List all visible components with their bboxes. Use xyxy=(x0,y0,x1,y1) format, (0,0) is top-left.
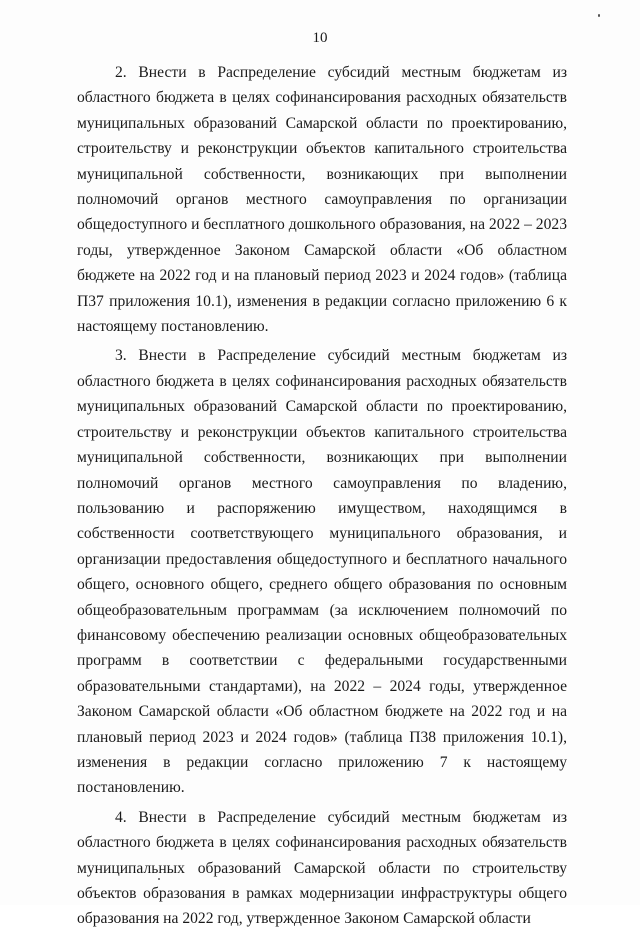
scan-speck xyxy=(598,14,600,17)
paragraph-2: 2. Внести в Распределение субсидий местным бюджетам из областного бюджета в целях софинансирования расходных обязательств муниципальных образований Самарской области по проектированию, строительству и реконструкции объектов капитального строительства муниципальной собственности, возникающих при выполнении полномочий органов местного самоуправления по организации общедоступного и бесплатного дошкольного образования, на 2022 – 2023 годы, утвержденное Законом Самарской области «Об областном бюджете на 2022 год и на плановый период 2023 и 2024 годов» (таблица П37 приложения 10.1), изменения в редакции согласно приложению 6 к настоящему постановлению. xyxy=(77,64,567,336)
page-number: 10 xyxy=(312,30,328,46)
paragraph-4: 4. Внести в Распределение субсидий местным бюджетам из областного бюджета в целях софинансирования расходных обязательств муниципальных образований Самарской области по строительству объектов образования в рамках модернизации инфраструктуры общего образования на 2022 год, утвержденное Законом Самарской области xyxy=(77,808,567,928)
paragraph-3: 3. Внести в Распределение субсидий местным бюджетам из областного бюджета в целях софинансирования расходных обязательств муниципальных образований Самарской области по проектированию, строительству и реконструкции объектов капитального строительства муниципальной собственности, возникающих при выполнении полномочий органов местного самоуправления по владению, пользованию и распоряжению имуществом, находящимся в собственности соответствующего муниципального образования, и организации предоставления общедоступного и бесплатного начального общего, основного общего, среднего общего образования по основным общеобразовательным программам (за исключением полномочий по финансовому обеспечению реализации основных общеобразовательных программ в соответствии с федеральными государственными образовательными стандартами), на 2022 – 2024 годы, утвержденное Законом Самарской области «Об областном бюджете на 2022 год и на плановый период 2023 и 2024 годов» (таблица П38 приложения 10.1), изменения в редакции согласно приложению 7 к настоящему постановлению. xyxy=(77,347,567,797)
scan-speck xyxy=(158,878,160,880)
document-body xyxy=(77,60,567,936)
